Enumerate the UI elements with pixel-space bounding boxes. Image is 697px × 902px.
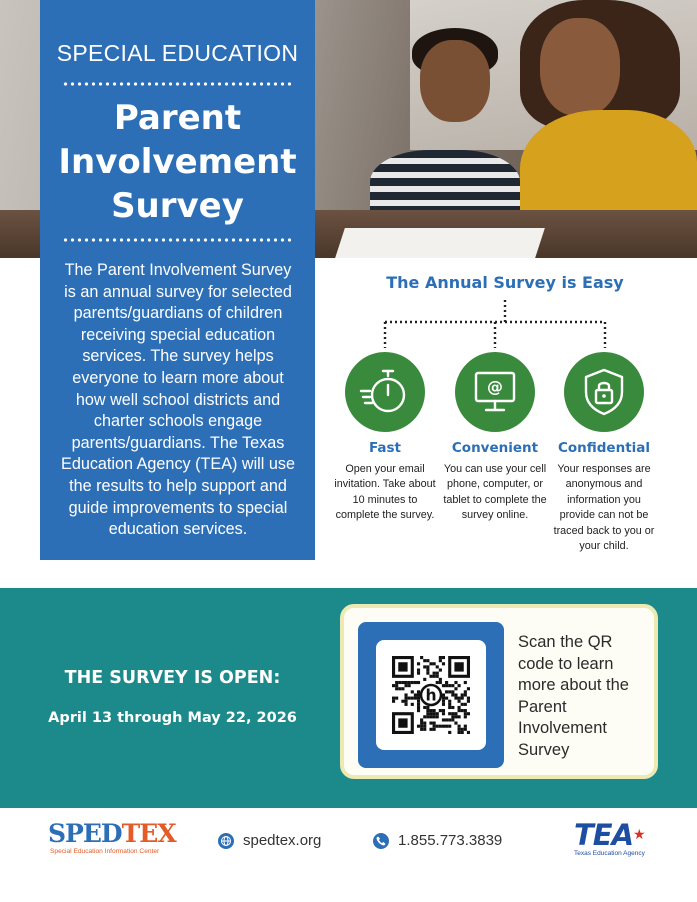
qr-code[interactable]	[376, 640, 486, 750]
survey-description: The Parent Involvement Survey is an annual survey for selected parents/guardians of children receiving special education services. The survey helps everyone to learn more about how well school districts and charter schools engage parents/guardians. The Texas Education Agency (TEA) will use the results to help support and guide improvements to special education services.	[61, 261, 295, 539]
title-line: Involvement	[58, 142, 297, 182]
qr-card	[340, 604, 658, 779]
feature-description: Your responses are anonymous and information you provide can not be traced back to you or your child.	[553, 463, 655, 553]
star-icon: ★	[633, 827, 645, 843]
connector-lines	[340, 298, 670, 348]
feature-title: Confidential	[557, 440, 651, 456]
page-title	[40, 96, 315, 228]
computer-at-icon	[455, 352, 535, 432]
survey-dates: April 13 through May 22, 2026	[48, 710, 297, 726]
feature-title: Convenient	[451, 440, 539, 456]
logo-tex: TEX	[121, 819, 176, 848]
lock-shield-icon	[564, 352, 644, 432]
stopwatch-icon	[345, 352, 425, 432]
phone-link[interactable]	[373, 832, 502, 849]
feature-description: Open your email invitation. Take about 10 minutes to complete the survey.	[334, 463, 436, 522]
title-line: Survey	[111, 186, 244, 226]
footer	[0, 808, 697, 902]
spedtex-wordmark	[48, 820, 176, 848]
spedtex-tagline: Special Education Information Center	[50, 848, 160, 855]
survey-open-band	[0, 588, 697, 808]
photo-mother-face	[540, 18, 620, 116]
feature-title: Fast	[368, 440, 402, 456]
phone-text: 1.855.773.3839	[398, 832, 503, 849]
dotted-divider-top	[62, 82, 293, 86]
svg-text:h: h	[425, 686, 437, 705]
feature-fast	[330, 352, 440, 524]
tea-mark-text: TEA	[574, 818, 634, 852]
title-line: Parent	[113, 98, 242, 138]
svg-text:@: @	[487, 377, 503, 396]
website-text: spedtex.org	[243, 832, 322, 849]
tea-subtitle: Texas Education Agency	[574, 850, 645, 857]
logo-sped: SPED	[48, 819, 122, 848]
qr-instruction: Scan the QR code to learn more about the Parent Involvement Survey	[518, 633, 629, 759]
spedtex-logo[interactable]	[48, 820, 176, 855]
feature-confidential	[549, 352, 659, 554]
survey-open-label: THE SURVEY IS OPEN:	[64, 668, 281, 688]
eyebrow-text: SPECIAL EDUCATION	[56, 40, 299, 66]
tea-wordmark	[574, 820, 658, 850]
qr-frame	[358, 622, 504, 768]
title-panel	[40, 0, 315, 560]
dotted-divider-bottom	[62, 238, 293, 242]
globe-icon	[218, 833, 234, 849]
photo-paper	[335, 228, 545, 258]
tea-logo[interactable]	[574, 820, 658, 857]
easy-heading: The Annual Survey is Easy	[386, 273, 624, 292]
phone-icon	[373, 833, 389, 849]
feature-convenient	[440, 352, 550, 524]
qr-code-icon	[392, 656, 470, 734]
feature-description: You can use your cell phone, computer, or tablet to complete the survey online.	[443, 463, 547, 522]
photo-girl-face	[420, 40, 490, 122]
website-link[interactable]	[218, 832, 321, 849]
